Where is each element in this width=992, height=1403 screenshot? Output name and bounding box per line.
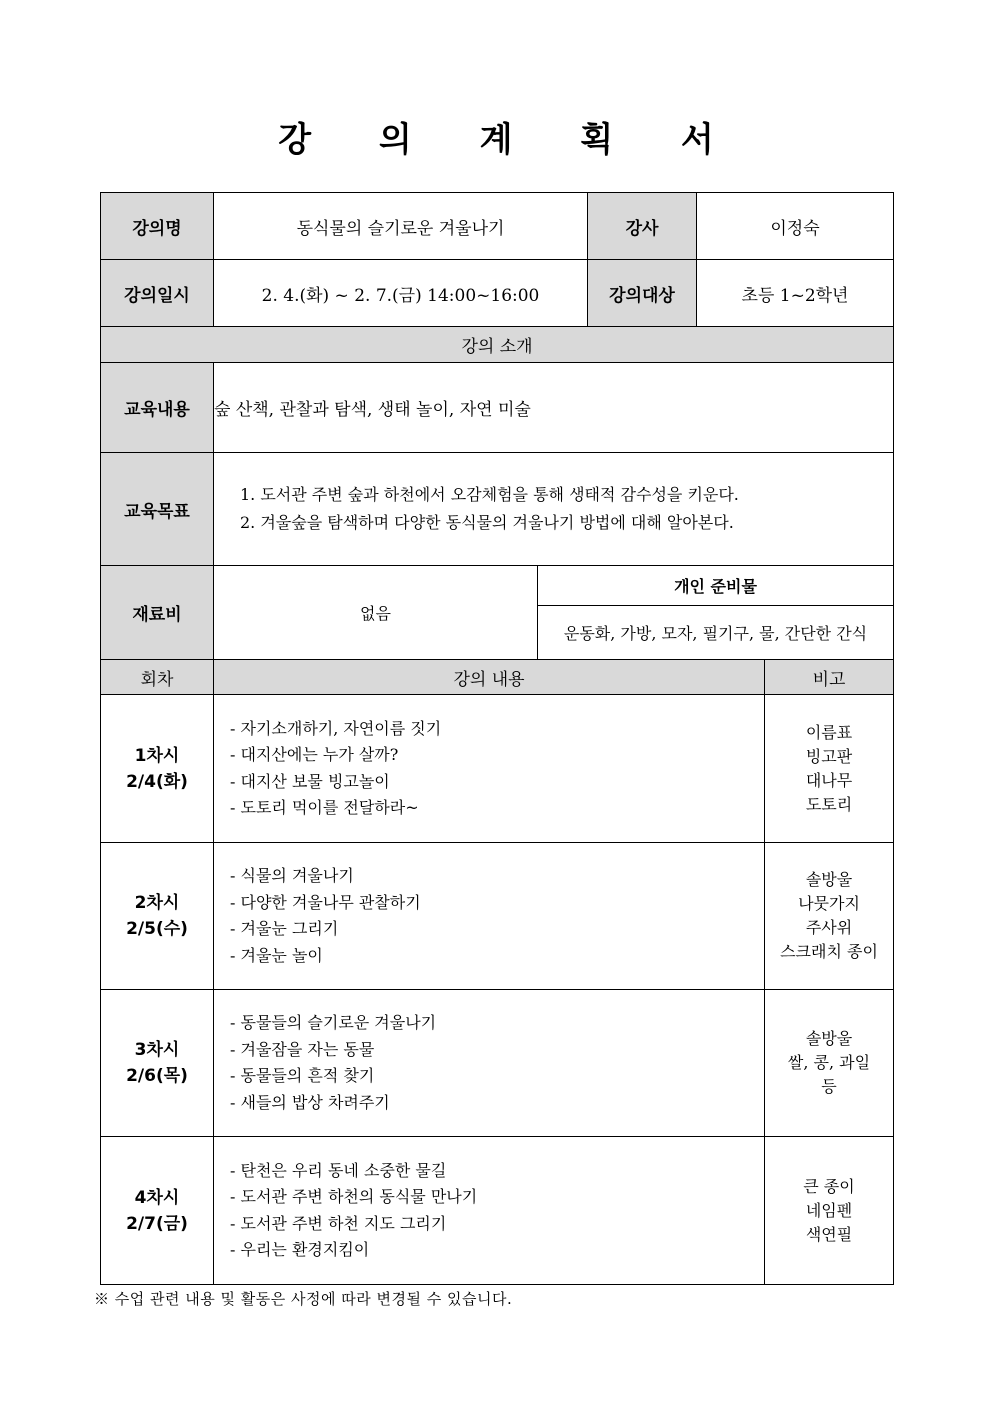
col-content: 강의 내용 bbox=[214, 660, 765, 695]
session-number: 1차시 bbox=[134, 745, 180, 766]
session-date: 2/7(금) bbox=[126, 1213, 188, 1234]
session-number: 2차시 bbox=[134, 893, 180, 913]
remark-item: 대나무 bbox=[805, 770, 853, 790]
table-row bbox=[101, 1137, 894, 1285]
remark-item: 쌀, 콩, 과일 bbox=[787, 1053, 871, 1072]
intro-header: 강의 소개 bbox=[101, 327, 894, 363]
prep-value: 운동화, 가방, 모자, 필기구, 물, 간단한 간식 bbox=[538, 606, 894, 660]
remark-item: 솔방울 bbox=[805, 1029, 853, 1048]
prep-label: 개인 준비물 bbox=[538, 566, 894, 606]
fee-value: 없음 bbox=[214, 566, 538, 660]
remark-item: 색연필 bbox=[805, 1224, 853, 1244]
edu-goal-list bbox=[214, 453, 894, 566]
remark-item: 빙고판 bbox=[805, 746, 853, 766]
session-number: 3차시 bbox=[134, 1040, 180, 1060]
session-remark bbox=[765, 1137, 894, 1285]
session-number: 4차시 bbox=[134, 1187, 180, 1208]
session-date: 2/6(목) bbox=[126, 1066, 188, 1086]
session-cell bbox=[101, 990, 214, 1137]
remark-item: 이름표 bbox=[805, 722, 853, 742]
col-session: 회차 bbox=[101, 660, 214, 695]
session-date: 2/4(화) bbox=[126, 771, 188, 792]
session-content bbox=[214, 695, 765, 843]
session-cell bbox=[101, 843, 214, 990]
fee-label: 재료비 bbox=[101, 566, 214, 660]
table-row bbox=[101, 695, 894, 843]
fee-row-top bbox=[101, 566, 894, 606]
content-item: - 다양한 겨울나무 관찰하기 bbox=[230, 892, 421, 912]
target-label: 강의대상 bbox=[588, 260, 697, 327]
session-remark bbox=[765, 990, 894, 1137]
date-label: 강의일시 bbox=[101, 260, 214, 327]
col-remark: 비고 bbox=[765, 660, 894, 695]
document-title: 강 의 계 획 서 bbox=[278, 120, 742, 160]
edu-content-label: 교육내용 bbox=[101, 363, 214, 453]
intro-header-row bbox=[101, 327, 894, 363]
remark-item: 도토리 bbox=[805, 794, 853, 814]
content-item: - 동물들의 슬기로운 겨울나기 bbox=[230, 1013, 437, 1032]
remark-item: 스크래치 종이 bbox=[780, 942, 878, 961]
content-item: - 도서관 주변 하천의 동식물 만나기 bbox=[230, 1187, 478, 1206]
lecture-plan-table bbox=[100, 192, 894, 1285]
edu-content-value: 숲 산책, 관찰과 탐색, 생태 놀이, 자연 미술 bbox=[214, 363, 894, 453]
session-remark bbox=[765, 843, 894, 990]
content-item: - 탄천은 우리 동네 소중한 물길 bbox=[230, 1160, 447, 1180]
target-value: 초등 1~2학년 bbox=[697, 260, 894, 327]
edu-goal-item: 2. 겨울숲을 탐색하며 다양한 동식물의 겨울나기 방법에 대해 알아본다. bbox=[240, 513, 734, 532]
table-row bbox=[101, 843, 894, 990]
table-row bbox=[101, 990, 894, 1137]
teacher-name: 이정숙 bbox=[697, 193, 894, 260]
session-content bbox=[214, 1137, 765, 1285]
remark-item: 등 bbox=[821, 1077, 837, 1096]
remark-item: 네임펜 bbox=[805, 1200, 853, 1220]
content-item: - 대지산 보물 빙고놀이 bbox=[230, 771, 390, 791]
content-item: - 겨울잠을 자는 동물 bbox=[230, 1039, 375, 1059]
date-value: 2. 4.(화) ~ 2. 7.(금) 14:00~16:00 bbox=[214, 260, 588, 327]
edu-goal-item: 1. 도서관 주변 숲과 하천에서 오감체험을 통해 생태적 감수성을 키운다. bbox=[240, 485, 739, 504]
course-row bbox=[101, 193, 894, 260]
session-remark bbox=[765, 695, 894, 843]
remark-item: 나뭇가지 bbox=[798, 894, 860, 913]
content-item: - 우리는 환경지킴이 bbox=[230, 1240, 370, 1259]
content-item: - 동물들의 흔적 찾기 bbox=[230, 1066, 375, 1085]
content-item: - 대지산에는 누가 살까? bbox=[230, 745, 399, 764]
session-cell bbox=[101, 1137, 214, 1285]
session-cell bbox=[101, 695, 214, 843]
content-item: - 식물의 겨울나기 bbox=[230, 866, 354, 885]
edu-goal-label: 교육목표 bbox=[101, 453, 214, 566]
session-content bbox=[214, 990, 765, 1137]
footnote: ※ 수업 관련 내용 및 활동은 사정에 따라 변경될 수 있습니다. bbox=[94, 1290, 513, 1308]
date-row bbox=[101, 260, 894, 327]
content-item: - 자기소개하기, 자연이름 짓기 bbox=[230, 718, 442, 738]
session-content bbox=[214, 843, 765, 990]
content-item: - 겨울눈 그리기 bbox=[230, 919, 339, 938]
content-row bbox=[101, 363, 894, 453]
remark-item: 주사위 bbox=[805, 918, 853, 937]
remark-item: 큰 종이 bbox=[803, 1176, 855, 1196]
remark-item: 솔방울 bbox=[805, 870, 853, 889]
goal-row bbox=[101, 453, 894, 566]
content-item: - 도토리 먹이를 전달하라~ bbox=[230, 798, 419, 817]
schedule-header-row bbox=[101, 660, 894, 695]
content-item: - 도서관 주변 하천 지도 그리기 bbox=[230, 1213, 447, 1233]
content-item: - 겨울눈 놀이 bbox=[230, 945, 323, 965]
course-name: 동식물의 슬기로운 겨울나기 bbox=[214, 193, 588, 260]
session-date: 2/5(수) bbox=[126, 919, 188, 939]
teacher-label: 강사 bbox=[588, 193, 697, 260]
content-item: - 새들의 밥상 차려주기 bbox=[230, 1092, 390, 1112]
course-name-label: 강의명 bbox=[101, 193, 214, 260]
